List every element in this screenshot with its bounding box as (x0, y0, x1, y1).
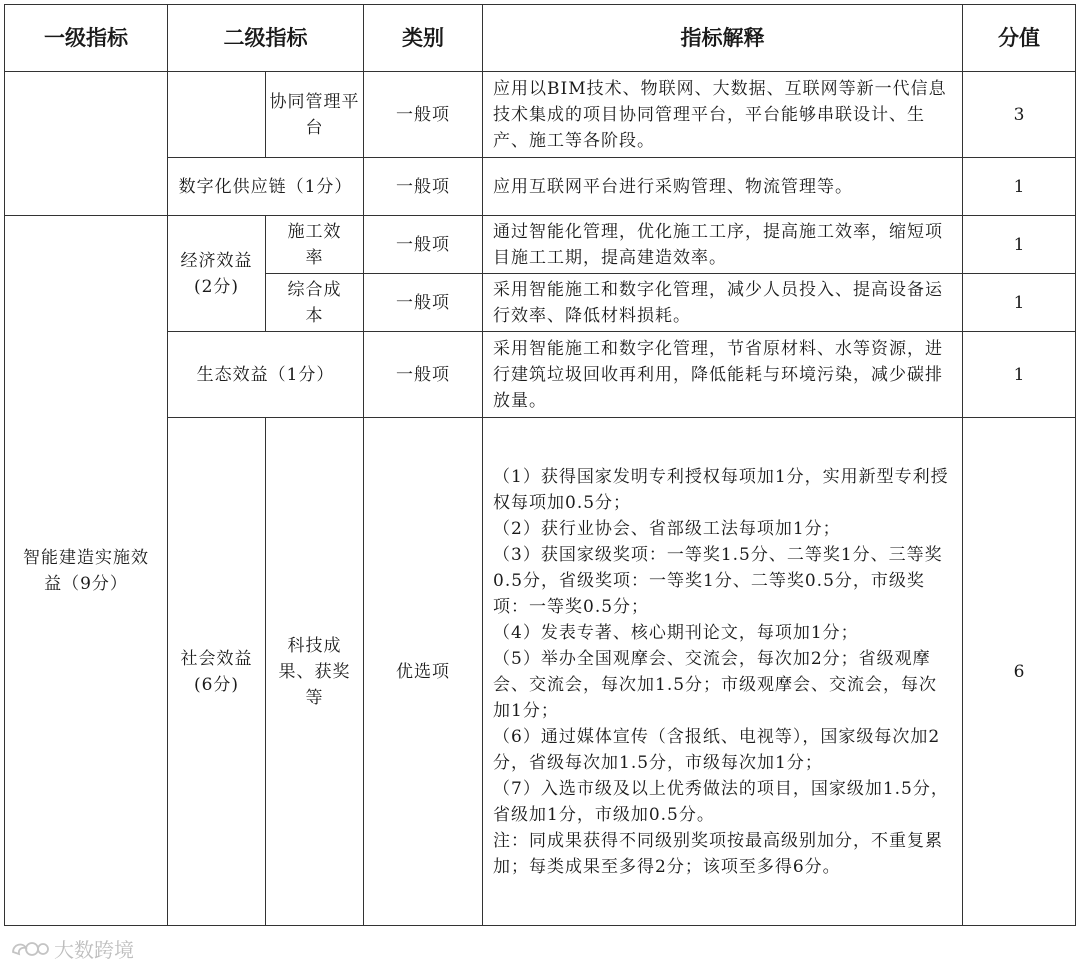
category-cell: 一般项 (364, 158, 483, 216)
explanation-cell: 采用智能施工和数字化管理，节省原材料、水等资源，进行建筑垃圾回收再利用，降低能耗与环境污染，减少碳排放量。 (483, 332, 963, 418)
score-cell: 3 (963, 72, 1076, 158)
header-level2: 二级指标 (168, 5, 364, 72)
header-category: 类别 (364, 5, 483, 72)
header-level1: 一级指标 (5, 5, 168, 72)
category-cell: 一般项 (364, 274, 483, 332)
level2-cell-empty (168, 72, 266, 158)
level1-cell-empty (5, 72, 168, 216)
table-row (5, 72, 1076, 158)
explanation-line: （2）获行业协会、省部级工法每项加1分； (493, 518, 841, 539)
explanation-cell: 通过智能化管理，优化施工工序，提高施工效率，缩短项目施工工期，提高建造效率。 (483, 216, 963, 274)
explanation-cell: 应用以BIM技术、物联网、大数据、互联网等新一代信息技术集成的项目协同管理平台，平台能够串联设计、生产、施工等各阶段。 (483, 72, 963, 158)
sub-indicator-collab: 协同管理平台 (266, 72, 364, 158)
explanation-cell: 采用智能施工和数字化管理，减少人员投入、提高设备运行效率、降低材料损耗。 (483, 274, 963, 332)
watermark-text: 大数跨境 (54, 938, 134, 962)
header-row (5, 5, 1076, 72)
level2-social: 社会效益(6分) (168, 418, 266, 926)
level2-economic: 经济效益(2分) (168, 216, 266, 332)
table-row (5, 216, 1076, 274)
explanation-line: （1）获得国家发明专利授权每项加1分，实用新型专利授权每项加0.5分； (493, 466, 949, 513)
score-cell: 1 (963, 216, 1076, 274)
watermark (10, 934, 134, 963)
sub-indicator-awards: 科技成果、获奖等 (266, 418, 364, 926)
score-cell: 1 (963, 332, 1076, 418)
sub-indicator-efficiency: 施工效率 (266, 216, 364, 274)
explanation-note: 注：同成果获得不同级别奖项按最高级别加分，不重复累加；每类成果至多得2分；该项至多得6分。 (493, 830, 943, 877)
header-score: 分值 (963, 5, 1076, 72)
category-cell: 一般项 (364, 72, 483, 158)
watermark-logo-icon (10, 938, 50, 960)
score-cell: 1 (963, 274, 1076, 332)
explanation-cell-social (483, 418, 963, 926)
score-cell: 1 (963, 158, 1076, 216)
category-cell: 优选项 (364, 418, 483, 926)
level2-supply: 数字化供应链（1分） (168, 158, 364, 216)
level2-eco: 生态效益（1分） (168, 332, 364, 418)
explanation-line: （7）入选市级及以上优秀做法的项目，国家级加1.5分，省级加1分，市级加0.5分。 (493, 778, 949, 825)
explanation-line: （3）获国家级奖项：一等奖1.5分、二等奖1分、三等奖0.5分，省级奖项：一等奖1分、二等奖0.5分，市级奖项：一等奖0.5分； (493, 544, 943, 617)
category-cell: 一般项 (364, 332, 483, 418)
sub-indicator-cost: 综合成本 (266, 274, 364, 332)
explanation-line: （6）通过媒体宣传（含报纸、电视等），国家级每次加2分，省级每次加1.5分，市级每次加1分； (493, 726, 941, 773)
header-explanation: 指标解释 (483, 5, 963, 72)
category-cell: 一般项 (364, 216, 483, 274)
score-cell: 6 (963, 418, 1076, 926)
level1-benefit: 智能建造实施效益（9分） (5, 216, 168, 926)
indicator-table (4, 4, 1076, 926)
explanation-line: （5）举办全国观摩会、交流会，每次加2分；省级观摩会、交流会，每次加1.5分；市级观摩会、交流会，每次加1分； (493, 648, 938, 721)
explanation-line: （4）发表专著、核心期刊论文，每项加1分； (493, 622, 859, 643)
explanation-cell: 应用互联网平台进行采购管理、物流管理等。 (483, 158, 963, 216)
